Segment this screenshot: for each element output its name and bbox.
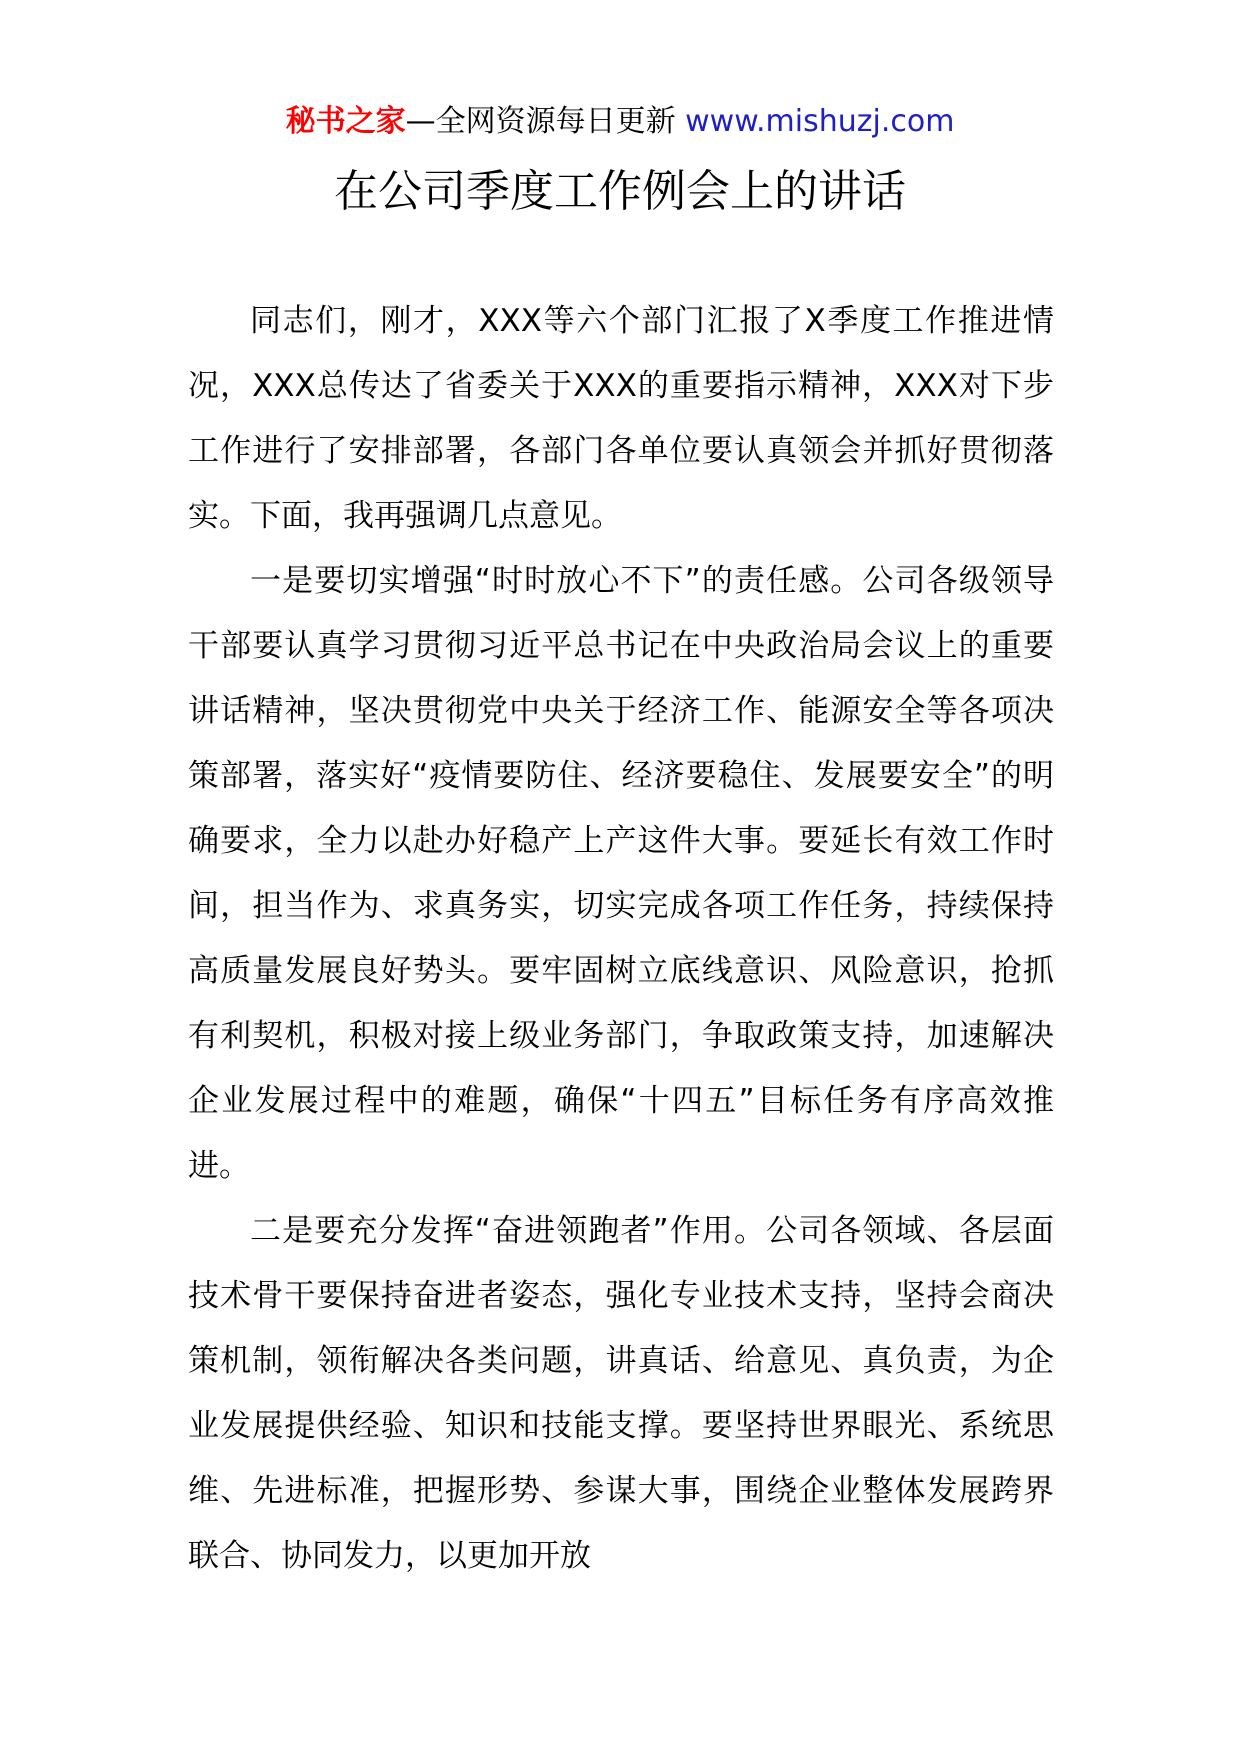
site-url-link[interactable]: www.mishuzj.com bbox=[685, 104, 955, 139]
brand-name: 秘书之家 bbox=[285, 104, 406, 139]
paragraph-point-two: 二是要充分发挥“奋进领跑者”作用。公司各领域、各层面技术骨干要保持奋进者姿态，强化专业技术支持，坚持会商决策机制，领衔解决各类问题，讲真话、给意见、真负责，为企业发展提供经验、知识和技能支撑。要坚持世界眼光、系统思维、先进标准，把握形势、参谋大事，围绕企业整体发展跨界联合、协同发力，以更加开放 bbox=[188, 1213, 1054, 1574]
document-title: 在公司季度工作例会上的讲话 bbox=[334, 166, 906, 217]
site-banner bbox=[0, 100, 1240, 144]
banner-tagline: —全网资源每日更新 bbox=[405, 104, 686, 139]
document-body bbox=[188, 289, 1054, 1589]
paragraph-intro: 同志们，刚才，XXX等六个部门汇报了X季度工作推进情况，XXX总传达了省委关于XXX的重要指示精神，XXX对下步工作进行了安排部署，各部门各单位要认真领会并抓好贯彻落实。下面，我再强调几点意见。 bbox=[188, 303, 1054, 534]
paragraph-point-one: 一是要切实增强“时时放心不下”的责任感。公司各级领导干部要认真学习贯彻习近平总书记在中央政治局会议上的重要讲话精神，坚决贯彻党中央关于经济工作、能源安全等各项决策部署，落实好“疫情要防住、经济要稳住、发展要安全”的明确要求，全力以赴办好稳产上产这件大事。要延长有效工作时间，担当作为、求真务实，切实完成各项工作任务，持续保持高质量发展良好势头。要牢固树立底线意识、风险意识，抢抓有利契机，积极对接上级业务部门，争取政策支持，加速解决企业发展过程中的难题，确保“十四五”目标任务有序高效推进。 bbox=[188, 563, 1054, 1184]
